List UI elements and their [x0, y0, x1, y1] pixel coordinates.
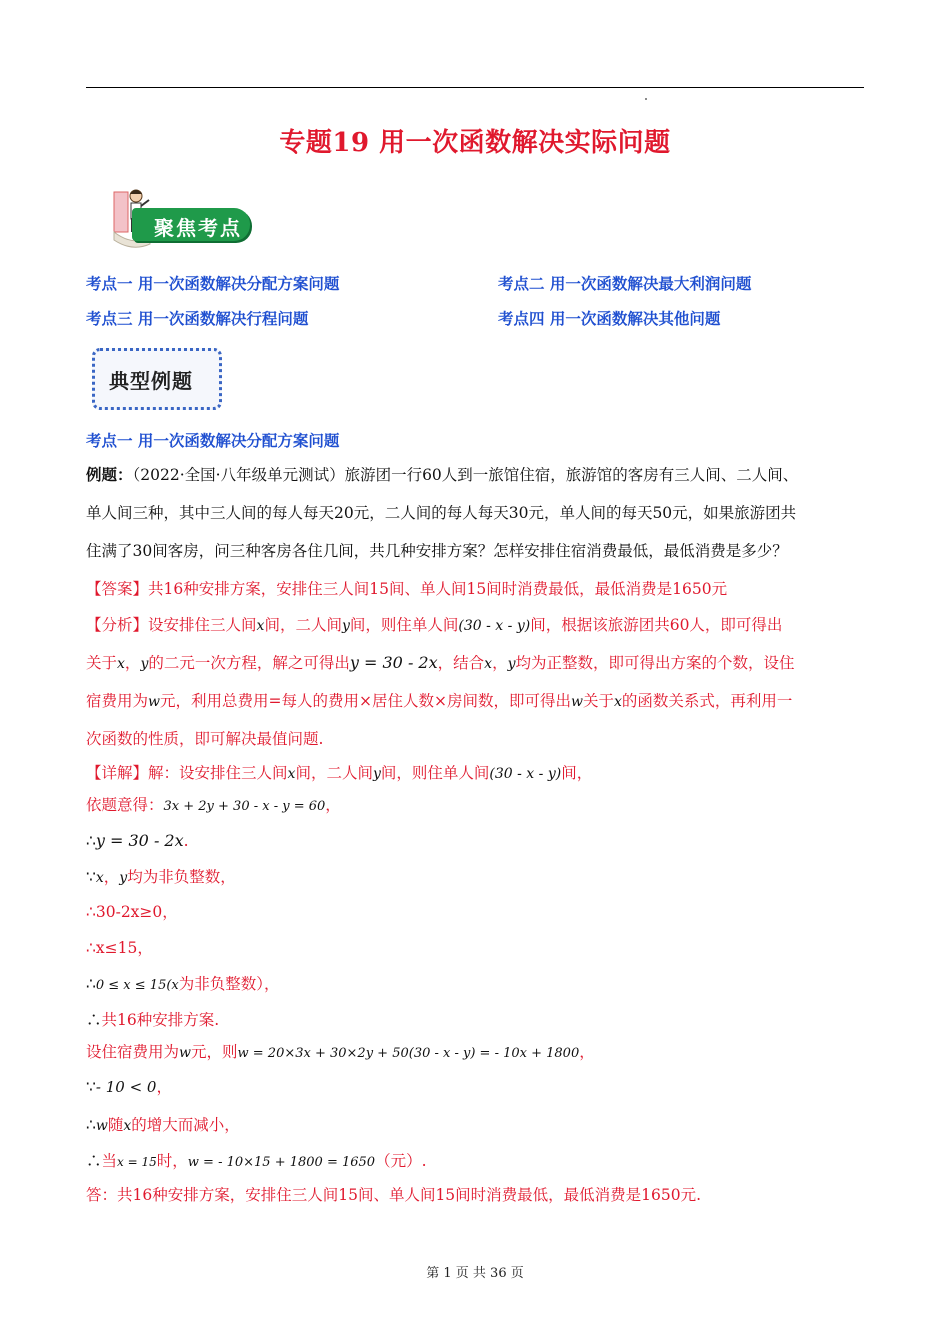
detail-line-11: [86, 1106, 866, 1145]
analysis-line-1: [86, 606, 866, 645]
topic-link-1[interactable]: 考点一 用一次函数解决分配方案问题: [86, 275, 340, 293]
detail-text: 为非负整数），: [178, 975, 280, 993]
focus-points-bar: [132, 208, 250, 241]
header-rule: [86, 87, 864, 88]
math-y: y: [119, 870, 128, 886]
detail-tag: 【详解】: [86, 764, 149, 782]
math-w: w: [95, 1118, 108, 1134]
detail-line-2: [86, 786, 866, 826]
comma: ，: [103, 868, 120, 886]
detail-text: 元，则: [191, 1043, 238, 1061]
analysis-text: 均为正整数，即可得出方案的个数，设住: [515, 654, 795, 672]
conclusion-line: 答：共16种安排方案，安排住三人间15间、单人间15间时消费最低，最低消费是1650元.: [86, 1186, 702, 1204]
topic-link-3[interactable]: 考点三 用一次函数解决行程问题: [86, 310, 309, 328]
detail-line-10: [86, 1068, 866, 1106]
math-x: x: [95, 870, 104, 886]
math-x: x: [256, 618, 265, 634]
math-x: x: [117, 656, 125, 672]
focus-points-label: 聚焦考点: [154, 216, 242, 240]
math-y: y: [341, 618, 350, 634]
because-symbol: ∵: [86, 1078, 96, 1096]
analysis-line-4: 次函数的性质，即可解决最值问题.: [86, 730, 324, 748]
detail-line-5: ∴30-2x≥0，: [86, 903, 178, 921]
detail-text: 间，则住单人间: [380, 764, 490, 782]
math-x: x: [287, 766, 296, 782]
math-x-equals-15: x = 15: [117, 1155, 157, 1169]
analysis-tag: 【分析】: [86, 616, 149, 634]
topic-link-4[interactable]: 考点四 用一次函数解决其他问题: [498, 310, 721, 328]
therefore-symbol: ∴: [86, 1152, 102, 1170]
answer-tag: 【答案】: [86, 580, 149, 598]
analysis-line-3: [86, 682, 866, 721]
therefore-symbol: ∴: [86, 1116, 96, 1134]
header-dot: [645, 98, 647, 100]
detail-line-6: ∴x≤15，: [86, 939, 153, 957]
detail-text: 当: [101, 1152, 118, 1170]
math-equation: 3x + 2y + 30 - x - y = 60: [163, 799, 326, 814]
detail-text: 设住宿费用为: [86, 1043, 180, 1061]
math-minimum-cost: w = - 10×15 + 1800 = 1650: [187, 1155, 376, 1170]
math-x: x: [123, 1118, 132, 1134]
analysis-text: 设安排住三人间: [148, 616, 257, 634]
detail-text: 均为非负整数，: [127, 868, 236, 886]
analysis-text: 间，二人间: [264, 616, 342, 634]
therefore-symbol: ∴: [86, 1011, 102, 1029]
analysis-text: 关于: [86, 654, 118, 672]
analysis-line-2: [86, 644, 866, 683]
math-y-equation: y = 30 - 2x: [95, 831, 184, 850]
math-y: y: [507, 656, 516, 672]
focus-points-badge: [112, 184, 248, 252]
detail-text: 间，二人间: [295, 764, 373, 782]
math-w: w: [148, 694, 160, 710]
detail-text: 间，: [561, 764, 593, 782]
therefore-symbol: ∴: [86, 975, 96, 993]
math-w: w: [570, 694, 583, 710]
typical-examples-badge: [92, 348, 222, 410]
math-w: w: [179, 1045, 191, 1061]
analysis-text: 元，利用总费用=每人的费用×居住人数×房间数，即可得出: [160, 692, 571, 710]
math-cost-function: w = 20×3x + 30×2y + 50(30 - x - y) = - 10x + 1800: [237, 1046, 580, 1061]
answer-line: [86, 570, 866, 608]
detail-text: （元）.: [375, 1152, 427, 1170]
math-y: y: [372, 766, 381, 782]
comma: ，: [492, 654, 508, 672]
typical-examples-label: 典型例题: [109, 369, 193, 393]
detail-line-4: [86, 858, 866, 897]
detail-text: 的增大而减小，: [131, 1116, 240, 1134]
detail-text: 随: [107, 1116, 124, 1134]
detail-text: ，: [325, 796, 341, 814]
example-text-1: （2022·全国·八年级单元测试）旅游团一行60人到一旅馆住宿，旅游馆的客房有三人间、二人间、: [132, 466, 799, 484]
math-y: y: [140, 656, 149, 672]
detail-text: 共16种安排方案.: [101, 1011, 220, 1029]
analysis-text: 关于: [582, 692, 614, 710]
analysis-text: 宿费用为: [86, 692, 149, 710]
math-single-rooms: (30 - x - y): [458, 618, 531, 634]
math-single-rooms: (30 - x - y): [489, 766, 562, 782]
math-x-range: 0 ≤ x ≤ 15(x: [95, 978, 179, 993]
analysis-text: ，结合: [437, 654, 485, 672]
comma: ，: [124, 654, 141, 672]
analysis-text: 间，则住单人间: [349, 616, 459, 634]
therefore-symbol: ∴: [86, 832, 96, 850]
example-line-3: 住满了30间客房，问三种客房各住几间，共几种安排方案？怎样安排住宿消费最低，最低消费是多少？: [86, 542, 788, 560]
example-line-2: 单人间三种，其中三人间的每人每天20元，二人间的每人每天30元，单人间的每天50元，如果旅游团共: [86, 504, 797, 522]
detail-line-7: [86, 965, 866, 1005]
because-symbol: ∵: [86, 868, 96, 886]
page-title: 专题19 用一次函数解决实际问题: [279, 128, 671, 158]
example-line-1: [86, 456, 866, 494]
answer-text: 共16种安排方案，安排住三人间15间、单人间15间时消费最低，最低消费是1650元: [148, 580, 728, 598]
math-x: x: [613, 694, 622, 710]
detail-line-3: ∴y = 30 - 2x.: [86, 831, 189, 850]
math-y-equation: y = 30 - 2x: [349, 653, 438, 672]
topic-link-2[interactable]: 考点二 用一次函数解决最大利润问题: [498, 275, 752, 293]
comma: ，: [579, 1043, 595, 1061]
math-x: x: [484, 656, 493, 672]
example-label: 例题：: [86, 465, 133, 484]
comma: ，: [156, 1078, 172, 1096]
analysis-text: 的函数关系式，再利用一: [621, 692, 793, 710]
analysis-text: 间，根据该旅游团共60人，即可得出: [530, 616, 783, 634]
detail-text: 时，: [156, 1152, 188, 1170]
detail-text: 解：设安排住三人间: [148, 764, 288, 782]
analysis-text: 的二元一次方程，解之可得出: [148, 654, 350, 672]
detail-text: 依题意得：: [86, 796, 164, 814]
page-footer: 第 1 页 共 36 页: [426, 1266, 524, 1281]
detail-line-9: [86, 1033, 866, 1073]
math-negative-slope: - 10 < 0: [95, 1078, 157, 1096]
section-heading: 考点一 用一次函数解决分配方案问题: [86, 432, 340, 450]
